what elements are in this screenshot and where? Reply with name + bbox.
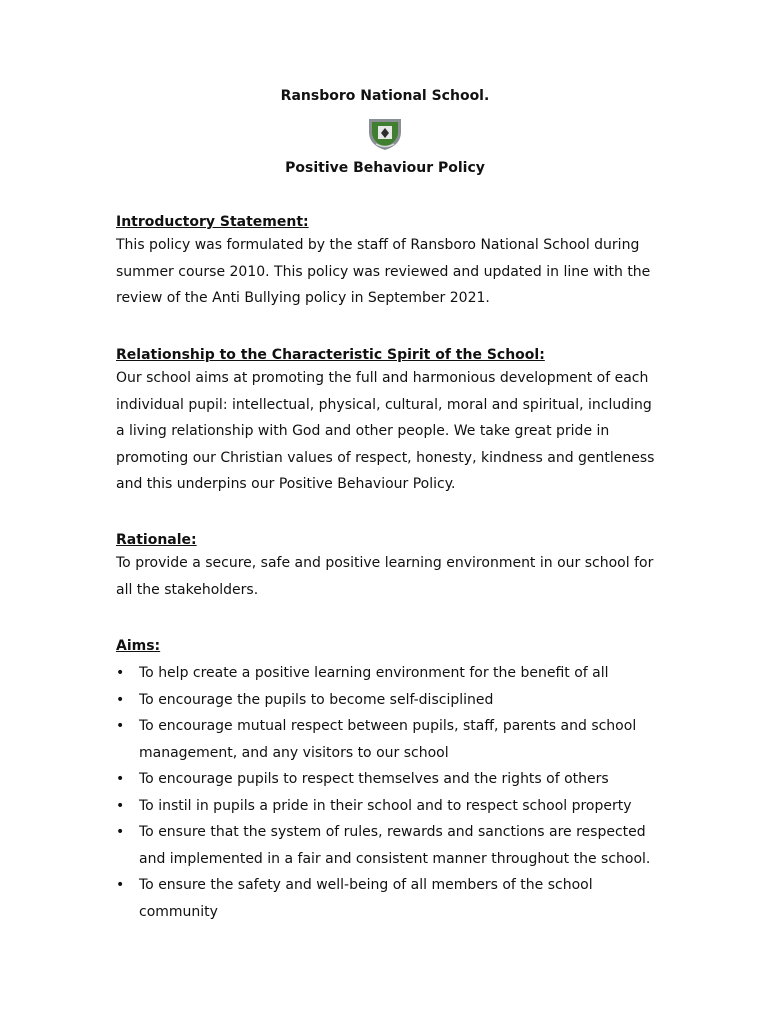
rationale-section xyxy=(116,530,656,603)
aims-item-5: • To instil in pupils a pride in their school and to respect school property xyxy=(116,793,656,820)
aims-item-6: • To ensure that the system of rules, rewards and sanctions are respected and implemented in a fair and consistent manner throughout the school. xyxy=(116,819,656,872)
introductory-text: This policy was formulated by the staff of Ransboro National School during summer course 2010. This policy was reviewed and updated in line with the review of the Anti Bullying policy in September 2021. xyxy=(116,237,651,306)
aims-heading: Aims: xyxy=(116,638,161,654)
aims-list xyxy=(116,660,656,925)
relationship-heading: Relationship to the Characteristic Spirit of the School: xyxy=(116,347,545,363)
aims-item-3: • To encourage mutual respect between pupils, staff, parents and school management, and any visitors to our school xyxy=(116,713,656,766)
aims-item-4: • To encourage pupils to respect themselves and the rights of others xyxy=(116,766,656,793)
aims-section xyxy=(116,636,656,925)
school-name: Ransboro National School. xyxy=(280,88,490,104)
introductory-section xyxy=(116,212,656,312)
school-crest-icon xyxy=(366,114,404,152)
rationale-text: To provide a secure, safe and positive learning environment in our school for all the stakeholders. xyxy=(116,555,654,598)
rationale-heading: Rationale: xyxy=(116,532,197,548)
relationship-section xyxy=(116,345,656,498)
policy-title: Positive Behaviour Policy xyxy=(285,160,485,176)
aims-item-2: • To encourage the pupils to become self-disciplined xyxy=(116,687,656,714)
aims-item-1: • To help create a positive learning environment for the benefit of all xyxy=(116,660,656,687)
relationship-text: Our school aims at promoting the full and harmonious development of each individual pupil: intellectual, physical, cultural, moral and spiritual, including a living relationship with God and other people. We take great pride in promoting our Christian values of respect, honesty, kindness and gentleness and this underpins our Positive Behaviour Policy. xyxy=(116,370,655,492)
introductory-heading: Introductory Statement: xyxy=(116,214,309,230)
aims-item-7: • To ensure the safety and well-being of all members of the school community xyxy=(116,872,656,925)
